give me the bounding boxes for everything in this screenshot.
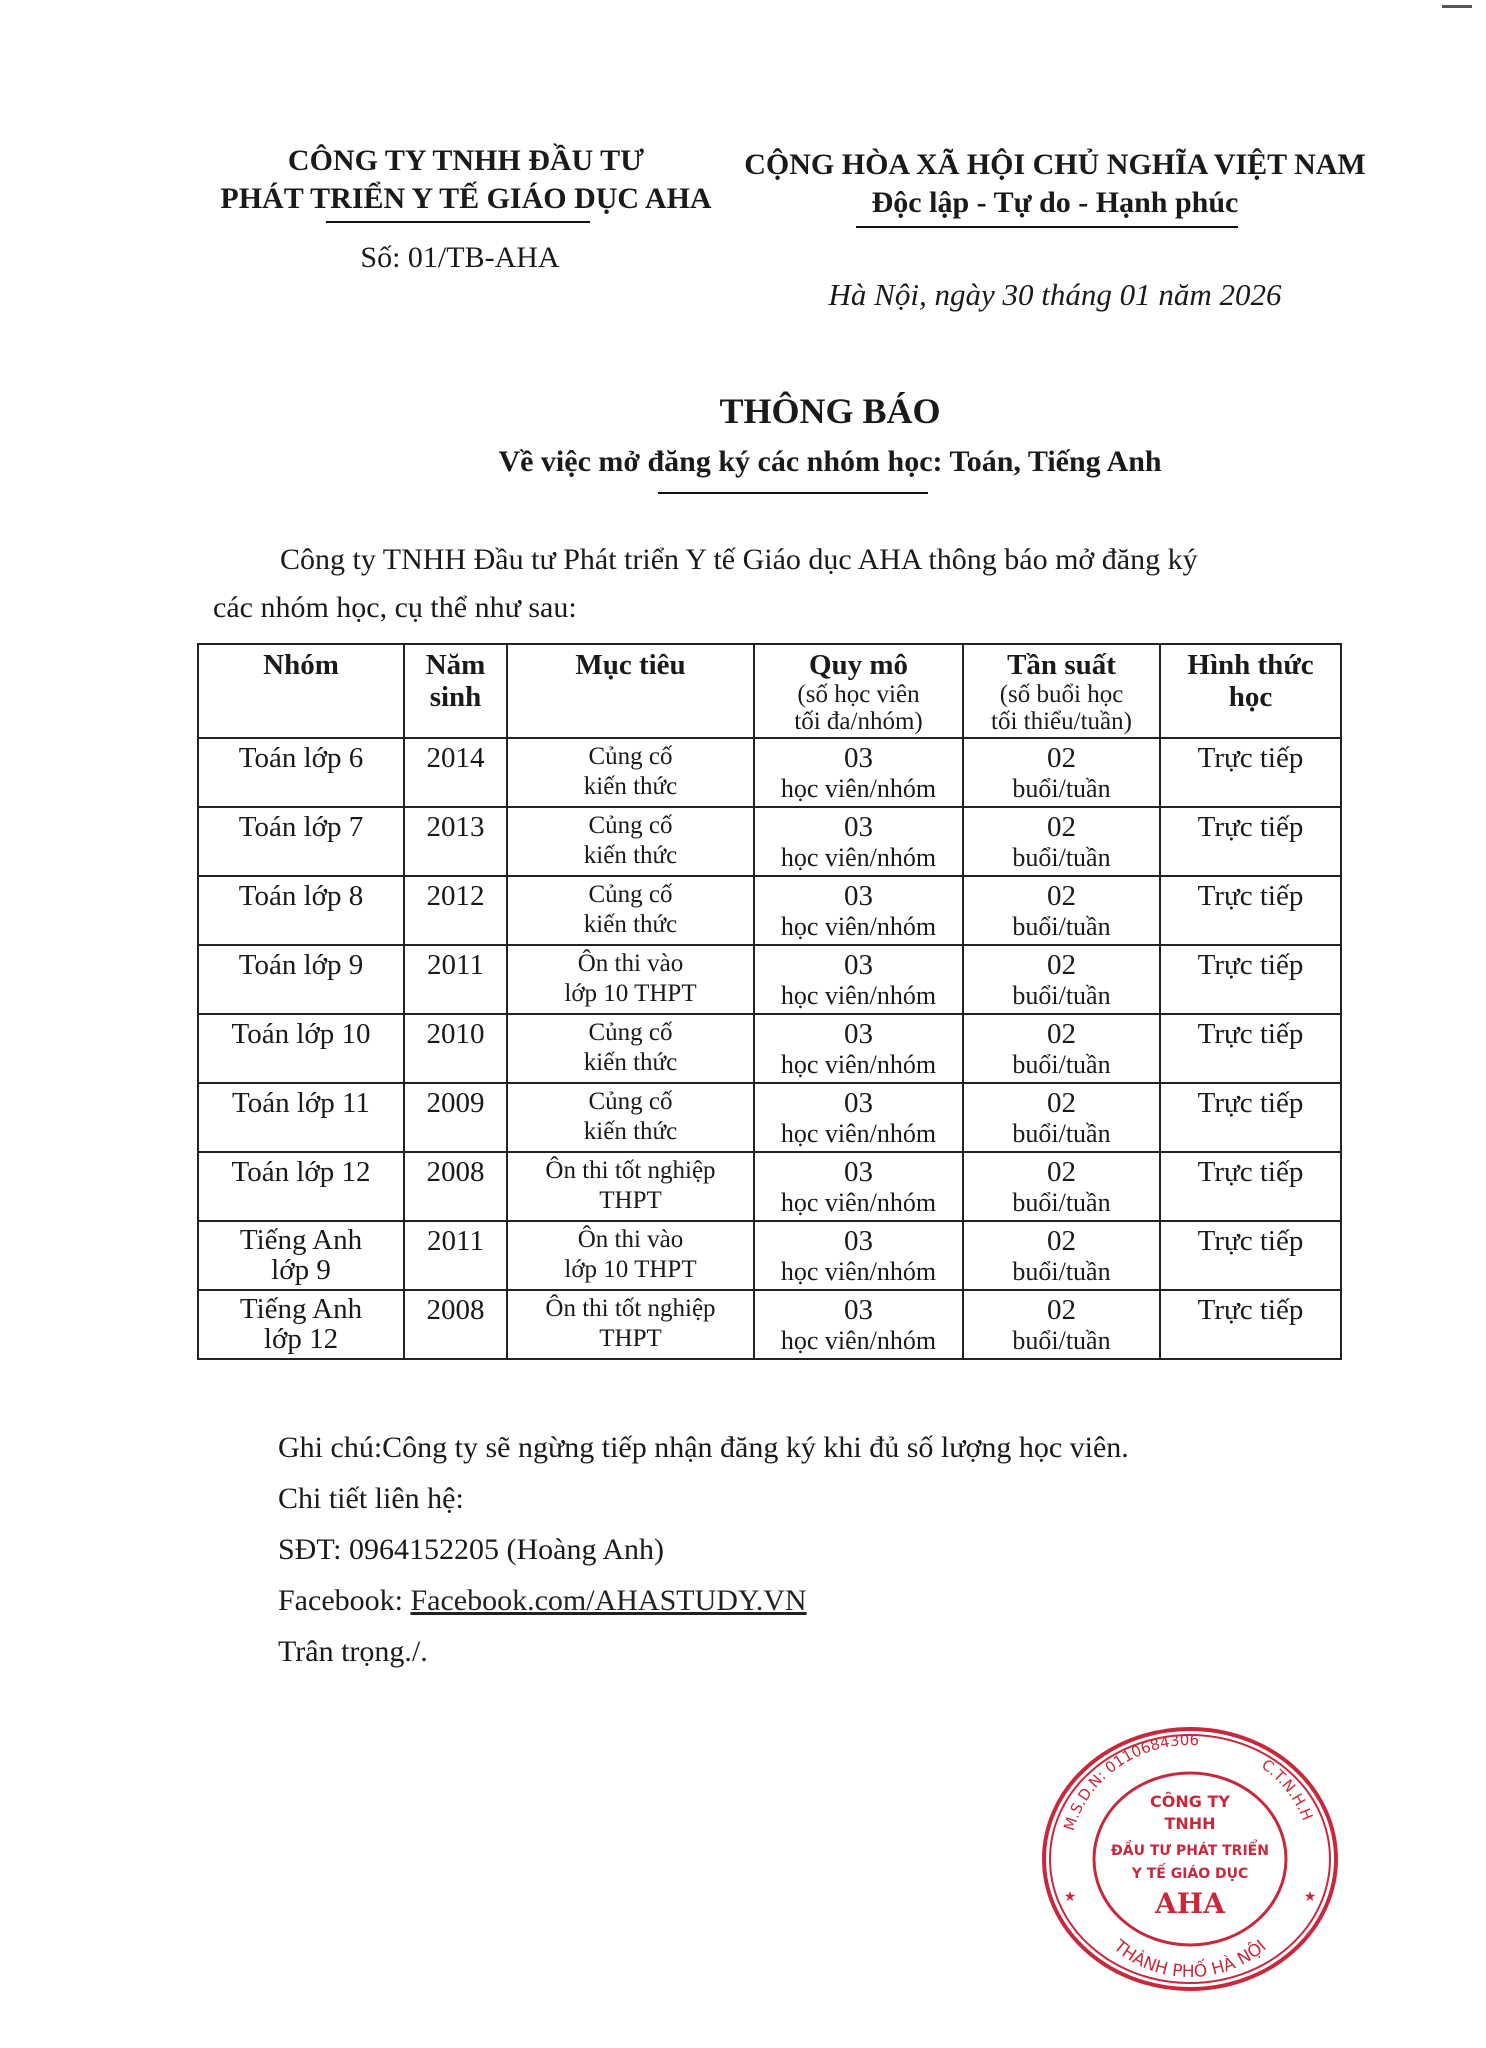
- header-frequency-sub1: (số buổi học: [999, 681, 1124, 708]
- cell-birth-year: [404, 945, 507, 1014]
- birth-year: 2013: [426, 811, 485, 843]
- mode-value: Trực tiếp: [1197, 811, 1304, 843]
- goal-line2: kiến thức: [583, 1049, 678, 1076]
- cell-goal: [507, 1221, 754, 1290]
- document-title: THÔNG BÁO: [719, 391, 941, 431]
- goal-line1: Ôn thi vào: [577, 1226, 684, 1253]
- scan-mark: [1442, 5, 1472, 8]
- header-group-label: Nhóm: [263, 649, 339, 681]
- frequency-unit: buổi/tuần: [1012, 1257, 1111, 1286]
- header-frequency-sub2: tối thiểu/tuần): [991, 708, 1132, 735]
- cell-goal: [507, 945, 754, 1014]
- cell-mode: [1160, 807, 1341, 876]
- table-row: [198, 1152, 1341, 1221]
- table-row: [198, 738, 1341, 807]
- stamp-city: THÀNH PHỐ HÀ NỘI: [1109, 1936, 1271, 1983]
- group-label: Toán lớp 10: [231, 1018, 371, 1050]
- stamp-star-left: ★: [1063, 1890, 1077, 1905]
- cell-scale: [754, 807, 963, 876]
- mode-value: Trực tiếp: [1197, 742, 1304, 774]
- cell-birth-year: [404, 1083, 507, 1152]
- frequency-value: 02: [1047, 949, 1076, 981]
- cell-mode: [1160, 876, 1341, 945]
- table-row: [198, 876, 1341, 945]
- scale-value: 03: [844, 1087, 873, 1119]
- frequency-unit: buổi/tuần: [1012, 981, 1111, 1010]
- cell-goal: [507, 807, 754, 876]
- cell-goal: [507, 1083, 754, 1152]
- frequency-value: 02: [1047, 1087, 1076, 1119]
- birth-year: 2008: [426, 1294, 485, 1326]
- group-label: Toán lớp 6: [238, 742, 364, 774]
- contact-label: Chi tiết liên hệ:: [278, 1482, 464, 1515]
- birth-year: 2010: [426, 1018, 485, 1050]
- header-birth-year-line1: Năm: [425, 649, 486, 681]
- frequency-unit: buổi/tuần: [1012, 774, 1111, 803]
- national-header: [720, 146, 1390, 222]
- scale-unit: học viên/nhóm: [780, 1188, 937, 1217]
- frequency-value: 02: [1047, 742, 1076, 774]
- cell-mode: [1160, 1083, 1341, 1152]
- cell-group: [198, 945, 404, 1014]
- national-motto: Độc lập - Tự do - Hạnh phúc: [871, 186, 1239, 219]
- cell-mode: [1160, 1290, 1341, 1359]
- table-row: [198, 1083, 1341, 1152]
- cell-goal: [507, 738, 754, 807]
- cell-group: [198, 876, 404, 945]
- goal-line2: kiến thức: [583, 842, 678, 869]
- cell-mode: [1160, 945, 1341, 1014]
- frequency-unit: buổi/tuần: [1012, 1326, 1111, 1355]
- frequency-unit: buổi/tuần: [1012, 912, 1111, 941]
- cell-mode: [1160, 1152, 1341, 1221]
- scale-unit: học viên/nhóm: [780, 1050, 937, 1079]
- cell-scale: [754, 1152, 963, 1221]
- frequency-value: 02: [1047, 811, 1076, 843]
- phone-line: SĐT: 0964152205 (Hoàng Anh): [278, 1533, 664, 1566]
- header-goal: [507, 644, 754, 738]
- group-line2: lớp 12: [263, 1323, 339, 1355]
- nation-name: CỘNG HÒA XÃ HỘI CHỦ NGHĨA VIỆT NAM: [744, 148, 1366, 181]
- table-row: [198, 807, 1341, 876]
- header-scale-label: Quy mô: [808, 649, 909, 681]
- cell-mode: [1160, 738, 1341, 807]
- frequency-value: 02: [1047, 1156, 1076, 1188]
- scale-unit: học viên/nhóm: [780, 1257, 937, 1286]
- stamp-inner-line4: Y TẾ GIÁO DỤC: [1131, 1866, 1249, 1882]
- note-line: Ghi chú:Công ty sẽ ngừng tiếp nhận đăng ký khi đủ số lượng học viên.: [278, 1431, 1129, 1464]
- stamp-inner-line3: ĐẦU TƯ PHÁT TRIỂN: [1111, 1843, 1269, 1859]
- company-header-rule: [326, 221, 590, 223]
- stamp-outer-ring: [1044, 1729, 1336, 1989]
- study-groups-table: [197, 643, 1342, 1360]
- goal-line2: kiến thức: [583, 773, 678, 800]
- frequency-unit: buổi/tuần: [1012, 1050, 1111, 1079]
- cell-frequency: [963, 807, 1160, 876]
- birth-year: 2011: [427, 949, 484, 981]
- cell-scale: [754, 738, 963, 807]
- frequency-value: 02: [1047, 1225, 1076, 1257]
- stamp-star-right: ★: [1303, 1890, 1317, 1905]
- cell-frequency: [963, 945, 1160, 1014]
- company-name-line2: PHÁT TRIỂN Y TẾ GIÁO DỤC AHA: [220, 182, 712, 215]
- cell-frequency: [963, 1221, 1160, 1290]
- cell-group: [198, 807, 404, 876]
- goal-line1: Củng cố: [588, 1019, 673, 1046]
- intro-line-1: Công ty TNHH Đầu tư Phát triển Y tế Giáo dục AHA thông báo mở đăng ký: [280, 543, 1198, 576]
- goal-line2: THPT: [599, 1187, 662, 1214]
- stamp-inner-line5: AHA: [1155, 1887, 1225, 1920]
- goal-line1: Ôn thi tốt nghiệp: [545, 1295, 716, 1322]
- mode-value: Trực tiếp: [1197, 949, 1304, 981]
- cell-scale: [754, 945, 963, 1014]
- cell-frequency: [963, 1083, 1160, 1152]
- scale-unit: học viên/nhóm: [780, 843, 937, 872]
- stamp-mid-ring: [1050, 1735, 1330, 1983]
- goal-line1: Củng cố: [588, 812, 673, 839]
- cell-birth-year: [404, 738, 507, 807]
- cell-group: [198, 1083, 404, 1152]
- birth-year: 2011: [427, 1225, 484, 1257]
- frequency-unit: buổi/tuần: [1012, 1119, 1111, 1148]
- group-label: Toán lớp 9: [238, 949, 364, 981]
- header-frequency: [963, 644, 1160, 738]
- birth-year: 2012: [426, 880, 485, 912]
- cell-mode: [1160, 1014, 1341, 1083]
- goal-line2: THPT: [599, 1325, 662, 1352]
- intro-line-2: các nhóm học, cụ thể như sau:: [213, 591, 577, 624]
- group-label: Toán lớp 8: [238, 880, 364, 912]
- cell-frequency: [963, 876, 1160, 945]
- cell-scale: [754, 1014, 963, 1083]
- cell-group: [198, 1014, 404, 1083]
- scale-value: 03: [844, 742, 873, 774]
- goal-line1: Củng cố: [588, 743, 673, 770]
- cell-group: [198, 738, 404, 807]
- group-line1: Tiếng Anh: [239, 1224, 363, 1256]
- birth-year: 2008: [426, 1156, 485, 1188]
- scale-value: 03: [844, 880, 873, 912]
- stamp-top-abbrev: C.T.N.H.H: [1258, 1755, 1317, 1824]
- mode-value: Trực tiếp: [1197, 1225, 1304, 1257]
- header-goal-label: Mục tiêu: [575, 649, 686, 681]
- table-header-row: [198, 644, 1341, 738]
- header-group: [198, 644, 404, 738]
- document-subtitle: Về việc mở đăng ký các nhóm học: Toán, Tiếng Anh: [498, 445, 1162, 478]
- table-row: [198, 1014, 1341, 1083]
- header-mode: [1160, 644, 1341, 738]
- table-row: [198, 1221, 1341, 1290]
- group-line2: lớp 9: [271, 1254, 331, 1286]
- header-frequency-label: Tần suất: [1007, 649, 1116, 681]
- subtitle-rule: [658, 492, 928, 494]
- group-label: Toán lớp 7: [238, 811, 364, 843]
- cell-frequency: [963, 1290, 1160, 1359]
- header-mode-line2: học: [1228, 681, 1273, 713]
- cell-scale: [754, 876, 963, 945]
- cell-birth-year: [404, 1014, 507, 1083]
- mode-value: Trực tiếp: [1197, 1294, 1304, 1326]
- closing-line: Trân trọng./.: [278, 1635, 428, 1668]
- goal-line2: lớp 10 THPT: [564, 980, 697, 1007]
- company-seal-stamp: [1040, 1725, 1340, 1993]
- cell-group: [198, 1152, 404, 1221]
- cell-goal: [507, 1014, 754, 1083]
- cell-birth-year: [404, 807, 507, 876]
- mode-value: Trực tiếp: [1197, 1018, 1304, 1050]
- stamp-tax-code: M.S.D.N: 0110684306: [1060, 1730, 1200, 1833]
- frequency-value: 02: [1047, 1294, 1076, 1326]
- group-line1: Tiếng Anh: [239, 1293, 363, 1325]
- cell-goal: [507, 1290, 754, 1359]
- document-number: Số: 01/TB-AHA: [360, 241, 560, 274]
- scale-unit: học viên/nhóm: [780, 912, 937, 941]
- motto-rule: [856, 226, 1238, 228]
- scale-value: 03: [844, 811, 873, 843]
- goal-line1: Củng cố: [588, 1088, 673, 1115]
- frequency-unit: buổi/tuần: [1012, 843, 1111, 872]
- cell-frequency: [963, 738, 1160, 807]
- mode-value: Trực tiếp: [1197, 880, 1304, 912]
- goal-line2: kiến thức: [583, 1118, 678, 1145]
- cell-group: [198, 1290, 404, 1359]
- stamp-inner-line1: CÔNG TY: [1150, 1792, 1230, 1811]
- facebook-link[interactable]: Facebook.com/AHASTUDY.VN: [410, 1584, 807, 1617]
- cell-scale: [754, 1083, 963, 1152]
- header-birth-year: [404, 644, 507, 738]
- cell-frequency: [963, 1152, 1160, 1221]
- scale-value: 03: [844, 949, 873, 981]
- scale-unit: học viên/nhóm: [780, 774, 937, 803]
- stamp-inner-line2: TNHH: [1164, 1814, 1216, 1833]
- header-scale-sub2: tối đa/nhóm): [794, 708, 923, 735]
- scale-value: 03: [844, 1018, 873, 1050]
- cell-scale: [754, 1290, 963, 1359]
- table-row: [198, 1290, 1341, 1359]
- company-header: [196, 142, 736, 218]
- header-mode-line1: Hình thức: [1187, 649, 1314, 681]
- header-birth-year-line2: sinh: [429, 681, 482, 713]
- scale-unit: học viên/nhóm: [780, 1119, 937, 1148]
- birth-year: 2014: [426, 742, 485, 774]
- facebook-label: Facebook:: [278, 1584, 411, 1617]
- group-label: Toán lớp 11: [232, 1087, 370, 1119]
- frequency-unit: buổi/tuần: [1012, 1188, 1111, 1217]
- stamp-inner-ring: [1094, 1773, 1286, 1945]
- facebook-line: [278, 1583, 807, 1619]
- header-scale-sub1: (số học viên: [797, 681, 920, 708]
- scale-value: 03: [844, 1225, 873, 1257]
- goal-line2: kiến thức: [583, 911, 678, 938]
- cell-mode: [1160, 1221, 1341, 1290]
- goal-line1: Ôn thi vào: [577, 950, 684, 977]
- cell-birth-year: [404, 1290, 507, 1359]
- frequency-value: 02: [1047, 1018, 1076, 1050]
- company-name-line1: CÔNG TY TNHH ĐẦU TƯ: [287, 144, 645, 177]
- scale-unit: học viên/nhóm: [780, 981, 937, 1010]
- birth-year: 2009: [426, 1087, 485, 1119]
- cell-frequency: [963, 1014, 1160, 1083]
- mode-value: Trực tiếp: [1197, 1087, 1304, 1119]
- frequency-value: 02: [1047, 880, 1076, 912]
- cell-scale: [754, 1221, 963, 1290]
- cell-birth-year: [404, 1152, 507, 1221]
- scale-unit: học viên/nhóm: [780, 1326, 937, 1355]
- goal-line1: Ôn thi tốt nghiệp: [545, 1157, 716, 1184]
- date-line: Hà Nội, ngày 30 tháng 01 năm 2026: [828, 277, 1282, 312]
- table-row: [198, 945, 1341, 1014]
- scale-value: 03: [844, 1156, 873, 1188]
- goal-line1: Củng cố: [588, 881, 673, 908]
- group-label: Toán lớp 12: [231, 1156, 371, 1188]
- cell-group: [198, 1221, 404, 1290]
- mode-value: Trực tiếp: [1197, 1156, 1304, 1188]
- scale-value: 03: [844, 1294, 873, 1326]
- goal-line2: lớp 10 THPT: [564, 1256, 697, 1283]
- cell-birth-year: [404, 1221, 507, 1290]
- cell-goal: [507, 876, 754, 945]
- cell-goal: [507, 1152, 754, 1221]
- cell-birth-year: [404, 876, 507, 945]
- header-scale: [754, 644, 963, 738]
